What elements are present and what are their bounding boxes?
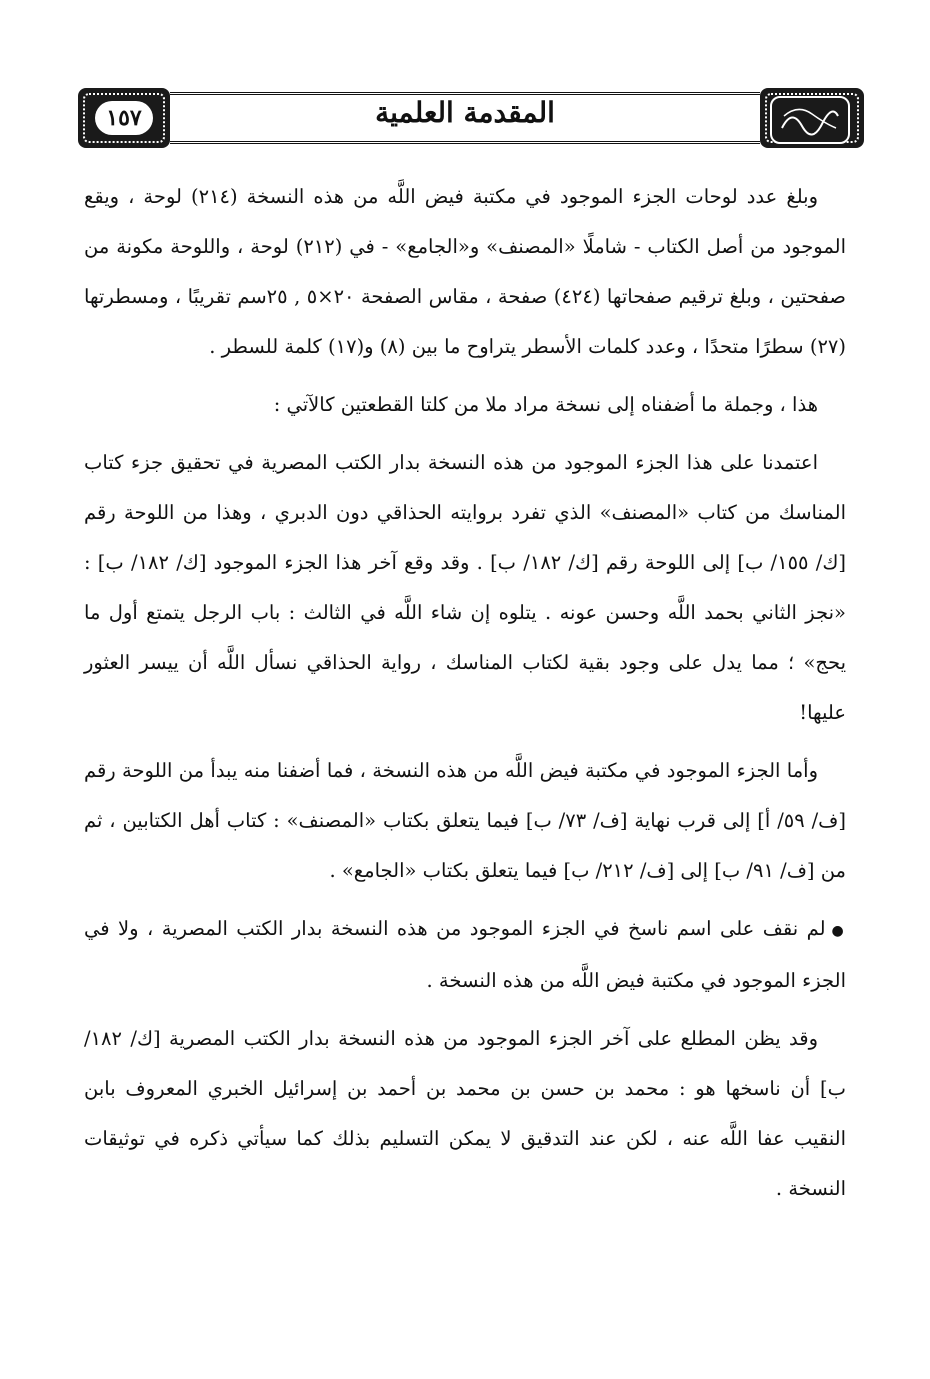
page-number-ornament	[78, 88, 170, 148]
paragraph-4: وأما الجزء الموجود في مكتبة فيض اللَّه من هذه النسخة ، فما أضفنا منه يبدأ من اللوحة رقم [ف/ ٥٩/ أ] إلى قرب نهاية [ف/ ٧٣/ ب] فيما يتعلق بكتاب «المصنف» : كتاب أهل الكتابين ، ثم من [ف/ ٩١/ ب] إلى [ف/ ٢١٢/ ب] فيما يتعلق بكتاب «الجامع» .	[84, 759, 846, 882]
title-band	[170, 88, 760, 148]
paragraph-6: وقد يظن المطلع على آخر الجزء الموجود من هذه النسخة بدار الكتب المصرية [ك/ ١٨٢/ ب] أن ناسخها هو : محمد بن حسن بن محمد بن أحمد بن إسرائيل الخبري المعروف بابن النقيب عفا اللَّه عنه ، لكن عند التدقيق لا يمكن التسليم بذلك كما سيأتي ذكره في توثيقات النسخة .	[84, 1027, 846, 1200]
bullet-paragraph: ● لم نقف على اسم ناسخ في الجزء الموجود من هذه النسخة بدار الكتب المصرية ، ولا في الجزء الموجود في مكتبة فيض اللَّه من هذه النسخة .	[84, 904, 846, 1006]
page-number: ١٥٧	[95, 101, 153, 135]
paragraph-2: هذا ، وجملة ما أضفناه إلى نسخة مراد ملا من كلتا القطعتين كالآتي :	[273, 393, 818, 416]
page-title: المقدمة العلمية	[375, 96, 555, 129]
paragraph-3: اعتمدنا على هذا الجزء الموجود من هذه النسخة بدار الكتب المصرية في تحقيق جزء كتاب المناسك من كتاب «المصنف» الذي تفرد بروايته الحذاقي دون الدبري ، وهذا من اللوحة رقم [ك/ ١٥٥/ ب] إلى اللوحة رقم [ك/ ١٨٢/ ب] . وقد وقع آخر هذا الجزء الموجود [ك/ ١٨٢/ ب] : «نجز الثاني بحمد اللَّه وحسن عونه . يتلوه إن شاء اللَّه في الثالث : باب الرجل يتمتع أول ما يحج» ؛ مما يدل على وجود بقية لكتاب المناسك ، رواية الحذاقي نسأل اللَّه أن ييسر العثور عليها!	[84, 451, 847, 724]
book-seal-logo	[770, 96, 850, 144]
paragraph-1: وبلغ عدد لوحات الجزء الموجود في مكتبة فيض اللَّه من هذه النسخة (٢١٤) لوحة ، ويقع الموجود من أصل الكتاب - شاملًا «المصنف» و«الجامع» - في (٢١٢) لوحة ، واللوحة مكونة من صفحتين ، وبلغ ترقيم صفحاتها (٤٢٤) صفحة ، مقاس الصفحة ٢٠×٥ , ٢٥سم تقريبًا ، ومسطرتها (٢٧) سطرًا متحدًا ، وعدد كلمات الأسطر يتراوح ما بين (٨) و(١٧) كلمة للسطر .	[84, 185, 846, 358]
document-body	[84, 172, 846, 1214]
book-seal-ornament	[760, 88, 864, 148]
page-header	[78, 88, 864, 148]
seal-calligraphy-icon	[772, 98, 848, 142]
